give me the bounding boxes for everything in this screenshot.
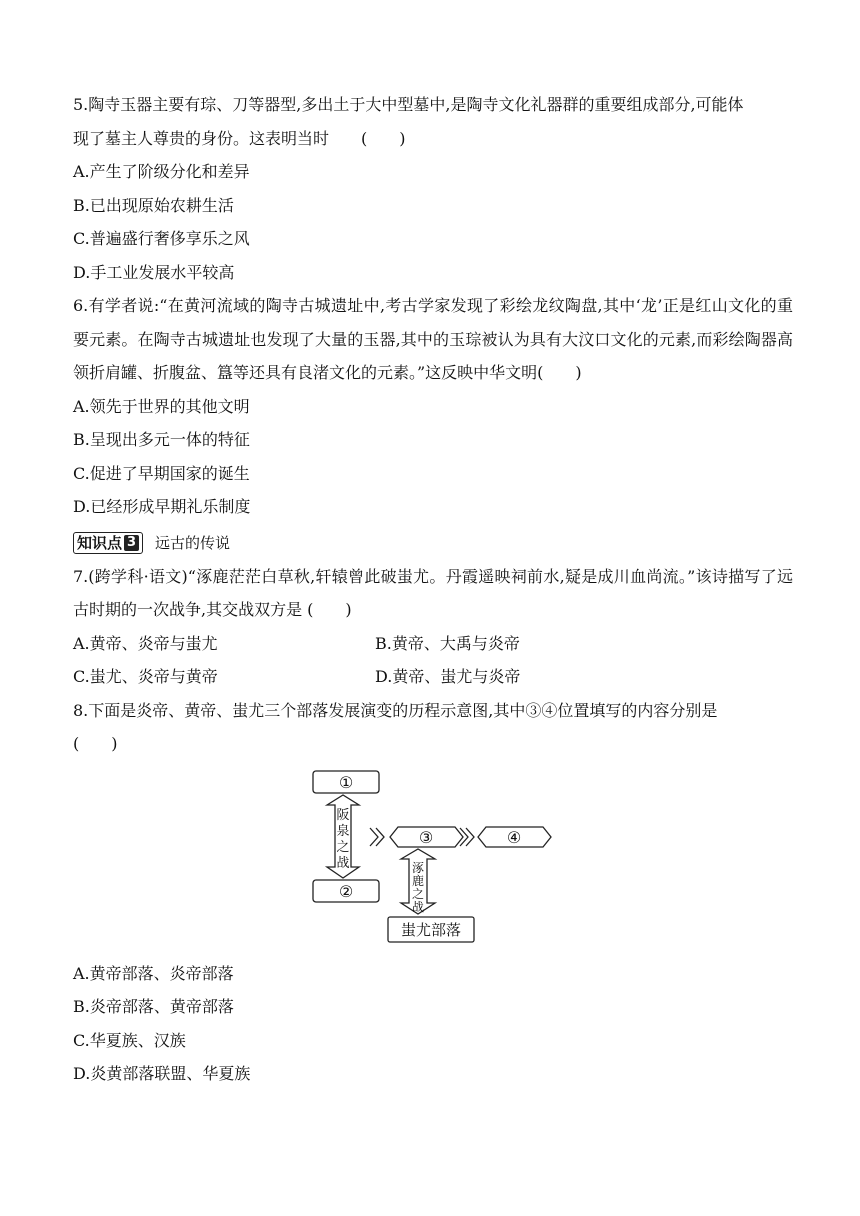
q8-option-b[interactable]: B.炎帝部落、黄帝部落 — [73, 997, 234, 1016]
q8-option-a[interactable]: A.黄帝部落、炎帝部落 — [73, 963, 234, 983]
diagram-label-1: ① — [338, 772, 354, 792]
q5-option-d[interactable]: D.手工业发展水平较高 — [73, 262, 235, 282]
diagram-label-2: ② — [338, 881, 354, 901]
tribe-label: 蚩尤部落 — [400, 920, 462, 939]
q5-stem-line-2: 现了墓主人尊贵的身份。这表明当时 ( ) — [73, 128, 406, 148]
q7-options-row-2 — [73, 660, 793, 694]
q6-option-b[interactable]: B.呈现出多元一体的特征 — [73, 430, 250, 449]
q7-option-c[interactable]: C.蚩尤、炎帝与黄帝 — [73, 667, 218, 686]
diagram-label-4: ④ — [506, 827, 522, 847]
q6-stem: 6.有学者说:“在黄河流域的陶寺古城遗址中,考古学家发现了彩绘龙纹陶盘,其中‘龙’正是红山文化的重要元素。在陶寺古城遗址也发现了大量的玉器,其中的玉琮被认为具有大汶口文化的元素,而彩绘陶器高领折肩罐、折腹盆、簋等还具有良渚文化的元素。”这反映中华文明( ) — [73, 296, 793, 382]
question-6 — [73, 289, 793, 524]
battle-2-char-1: 涿 — [411, 860, 425, 875]
q7-options-row-1 — [73, 627, 793, 661]
q6-option-c[interactable]: C.促进了早期国家的诞生 — [73, 463, 250, 483]
knowledge-point-number: 3 — [124, 535, 139, 551]
q5-option-c[interactable]: C.普遍盛行奢侈享乐之风 — [73, 229, 250, 248]
document-page — [73, 88, 793, 1091]
chevron-right-icon — [370, 828, 384, 846]
diagram-svg — [305, 761, 565, 957]
diagram-label-3: ③ — [418, 827, 434, 847]
q6-option-a[interactable]: A.领先于世界的其他文明 — [73, 396, 250, 416]
question-7 — [73, 560, 793, 694]
q6-option-d[interactable]: D.已经形成早期礼乐制度 — [73, 497, 251, 516]
battle-1-char-1: 阪 — [336, 807, 350, 823]
q5-stem-line-1: 5.陶寺玉器主要有琮、刀等器型,多出土于大中型墓中,是陶寺文化礼器群的重要组成部分,可能体 — [73, 95, 744, 114]
q7-option-a[interactable]: A.黄帝、炎帝与蚩尤 — [73, 633, 218, 653]
knowledge-point-badge — [73, 532, 143, 554]
q5-option-b[interactable]: B.已出现原始农耕生活 — [73, 195, 234, 215]
knowledge-point-title: 远古的传说 — [155, 534, 231, 552]
q7-option-d[interactable]: D.黄帝、蚩尤与炎帝 — [375, 667, 521, 686]
question-5 — [73, 88, 793, 289]
chevron-right-icon — [460, 828, 474, 846]
q7-option-b[interactable]: B.黄帝、大禹与炎帝 — [375, 633, 520, 653]
battle-2-char-4: 战 — [411, 899, 425, 914]
battle-2-char-2: 鹿 — [411, 873, 425, 888]
tribe-evolution-diagram — [73, 761, 793, 957]
q7-stem: 7.(跨学科·语文)“涿鹿茫茫白草秋,轩辕曾此破蚩尤。丹霞遥映祠前水,疑是成川血尚流。”该诗描写了远古时期的一次战争,其交战双方是 ( ) — [73, 566, 793, 619]
q8-option-c[interactable]: C.华夏族、汉族 — [73, 1030, 186, 1050]
q8-stem-line-2: ( ) — [73, 734, 118, 753]
q8-option-d[interactable]: D.炎黄部落联盟、华夏族 — [73, 1064, 251, 1083]
battle-1-char-2: 泉 — [336, 823, 350, 839]
question-8 — [73, 694, 793, 1091]
battle-1-char-4: 战 — [336, 855, 350, 871]
knowledge-point-header — [73, 526, 793, 560]
battle-2-char-3: 之 — [411, 886, 425, 901]
q5-option-a[interactable]: A.产生了阶级分化和差异 — [73, 162, 250, 181]
knowledge-point-label: 知识点 — [77, 534, 123, 552]
q8-stem-line-1: 8.下面是炎帝、黄帝、蚩尤三个部落发展演变的历程示意图,其中③④位置填写的内容分别是 — [73, 700, 718, 720]
battle-1-char-3: 之 — [336, 839, 350, 855]
